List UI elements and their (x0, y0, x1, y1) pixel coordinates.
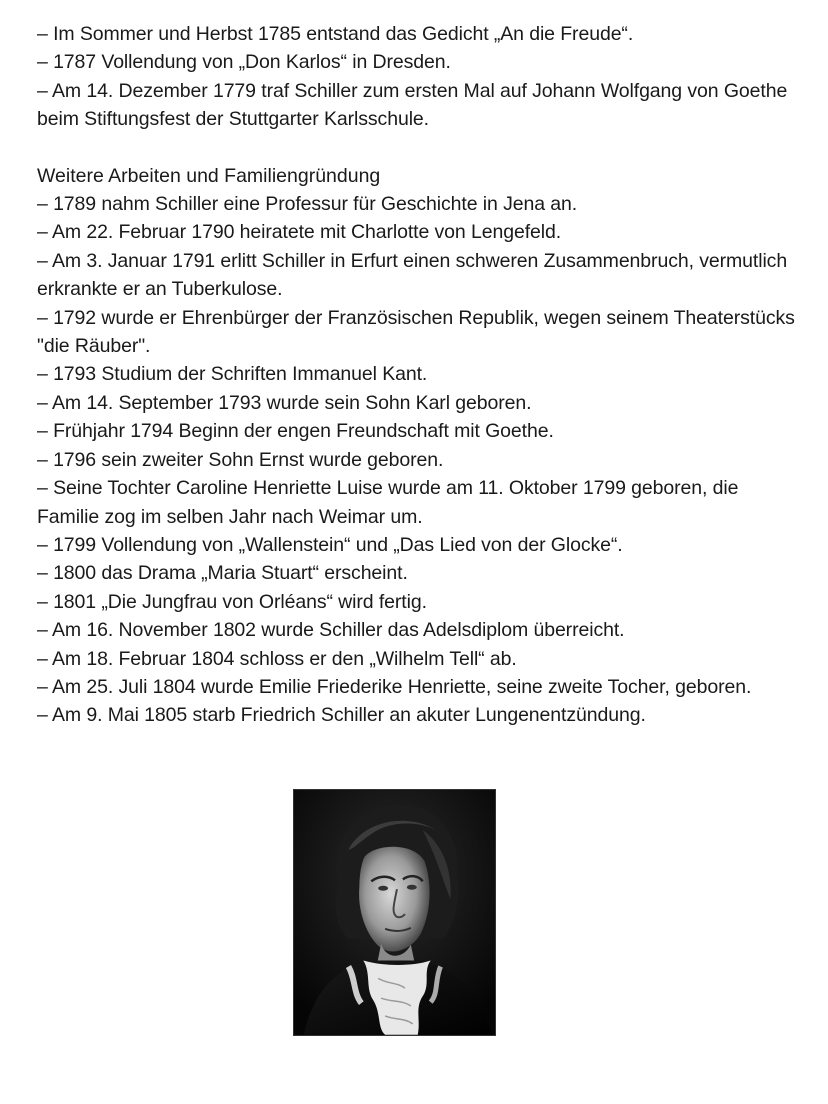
list-item: – Im Sommer und Herbst 1785 entstand das Gedicht „An die Freude“. (37, 23, 634, 45)
list-item: – Am 22. Februar 1790 heiratete mit Charlotte von Lengefeld. (37, 221, 562, 244)
list-item: – Am 3. Januar 1791 erlitt Schiller in Erfurt einen schweren Zusammenbruch, vermutlich erkrankte er an Tuberkulose. (37, 249, 793, 301)
list-item: – 1801 „Die Jungfrau von Orléans“ wird fertig. (37, 590, 427, 613)
list-item: – Am 18. Februar 1804 schloss er den „Wilhelm Tell“ ab. (37, 647, 517, 670)
portrait-image (293, 789, 496, 1036)
list-item: – Am 16. November 1802 wurde Schiller das Adelsdiplom überreicht. (37, 619, 625, 642)
list-item: – 1789 nahm Schiller eine Professur für Geschichte in Jena an. (37, 193, 578, 216)
intro-list (37, 20, 798, 134)
section-heading: Weitere Arbeiten und Familiengründung (37, 164, 381, 187)
list-item: – Frühjahr 1794 Beginn der engen Freundschaft mit Goethe. (37, 420, 554, 443)
list-item: – Am 25. Juli 1804 wurde Emilie Friederike Henriette, seine zweite Tocher, geboren. (37, 675, 752, 698)
list-item: – Am 14. Dezember 1779 traf Schiller zum ersten Mal auf Johann Wolfgang von Goethe beim Stiftungsfest der Stuttgarter Karlsschule. (37, 79, 793, 131)
list-item: – 1787 Vollendung von „Don Karlos“ in Dresden. (37, 51, 451, 74)
portrait-engraving-icon (294, 790, 495, 1035)
list-item: – Seine Tochter Caroline Henriette Luise wurde am 11. Oktober 1799 geboren, die Familie zog im selben Jahr nach Weimar um. (37, 477, 744, 528)
list-item: – Am 14. September 1793 wurde sein Sohn Karl geboren. (37, 391, 532, 414)
list-item: – 1792 wurde er Ehrenbürger der Französischen Republik, wegen seinem Theaterstücks "die Räuber". (37, 306, 801, 358)
list-item: – 1793 Studium der Schriften Immanuel Kant. (37, 363, 428, 386)
list-item: – 1800 das Drama „Maria Stuart“ erscheint. (37, 562, 408, 585)
timeline-list (37, 190, 801, 730)
list-item: – 1799 Vollendung von „Wallenstein“ und „Das Lied von der Glocke“. (37, 533, 623, 556)
list-item: – 1796 sein zweiter Sohn Ernst wurde geboren. (37, 448, 444, 471)
list-item: – Am 9. Mai 1805 starb Friedrich Schiller an akuter Lungenentzündung. (37, 704, 646, 727)
